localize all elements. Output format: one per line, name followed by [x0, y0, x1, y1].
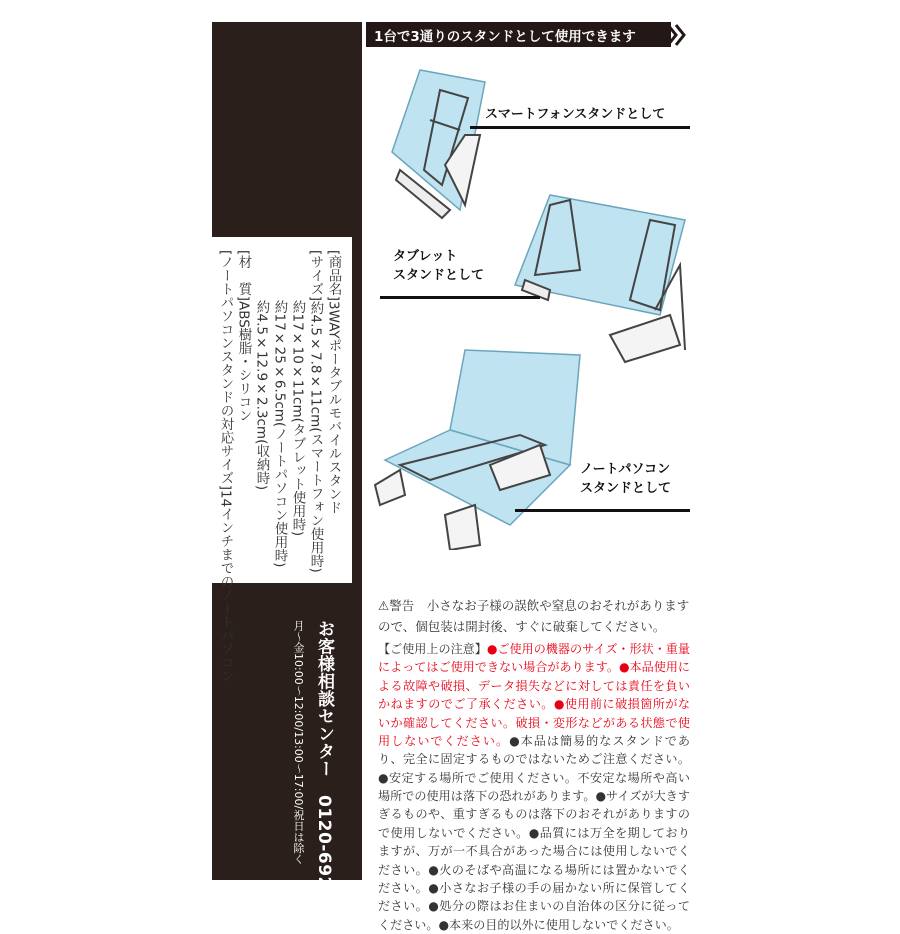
chevron-right-icon	[666, 22, 690, 48]
divider	[380, 296, 540, 299]
notes-body: ●本品は簡易的なスタンドであり、完全に固定するものではないためご注意ください。●安定する場所でご使用ください。不安定な場所や高い場所での使用は落下の恐れがあります。●サイズが大きすぎるものや、重すぎるものは落下のおそれがありますので使用しないでください。●品質には万全を期しておりますが、万が一不具合があった場合には使用しないでください。●火のそばや高温になる場所には置かないでください。●小さなお子様の手の届かない所に保管してください。●処分の際はお住まいの自治体の区分に従ってください。●本来の目的以外に使用しないでください。	[378, 733, 690, 932]
spec-material: [材 質]ABS樹脂・シリコン	[235, 250, 252, 423]
smartphone-stand-illustration	[380, 60, 490, 220]
usage-notes	[378, 640, 690, 934]
label-smartphone: スマートフォンスタンドとして	[485, 107, 666, 122]
label-tablet-1: タブレット	[393, 249, 458, 264]
label-tablet-2: スタンドとして	[393, 268, 485, 283]
laptop-stand-illustration	[370, 345, 590, 550]
divider	[515, 509, 690, 512]
spec-laptop-size: [ノートパソコンスタンドの対応サイズ]14インチまでのノートパソコン	[217, 250, 234, 683]
contact-hours: 月～金10:00～12:00/13:00～17:00/祝日は除く	[292, 620, 305, 865]
contact-center: お客様相談センター 0120-692020	[314, 620, 334, 926]
banner-text: 1台で3通りのスタンドとして使用できます	[374, 29, 636, 45]
spec-size-2: 約17×10×11cm(タブレット使用時)	[289, 300, 306, 537]
notes-heading: 【ご使用上の注意】	[378, 642, 487, 656]
spec-name: [商品名]3WAYポータブルモバイルスタンド	[325, 250, 342, 515]
spec-list	[212, 240, 342, 683]
spec-size-3: 約17×25×6.5cm(ノートパソコン使用時)	[271, 300, 288, 568]
divider	[470, 126, 690, 129]
top-banner	[366, 22, 671, 47]
label-laptop-2: スタンドとして	[580, 481, 672, 496]
notes-red: ●ご使用の機器のサイズ・形状・重量によってはご使用できない場合があります。●本品使用による故障や破損、データ損失などに対しては責任を負いかねますのでご了承ください。●使用前に破損箇所がないか確認してください。破損・変形などがある状態で使用しないでください。	[378, 642, 690, 748]
spec-size-4: 約4.5×12.9×2.3cm(収納時)	[253, 300, 270, 491]
warning-text: ⚠警告 小さなお子様の誤飲や窒息のおそれがありますので、個包装は開封後、すぐに破棄してください。	[378, 598, 690, 634]
spec-size-1: [サイズ]約4.5×7.8×11cm(スマートフォン使用時)	[307, 250, 324, 573]
label-laptop-1: ノートパソコン	[580, 462, 671, 477]
tablet-stand-illustration	[510, 190, 690, 370]
